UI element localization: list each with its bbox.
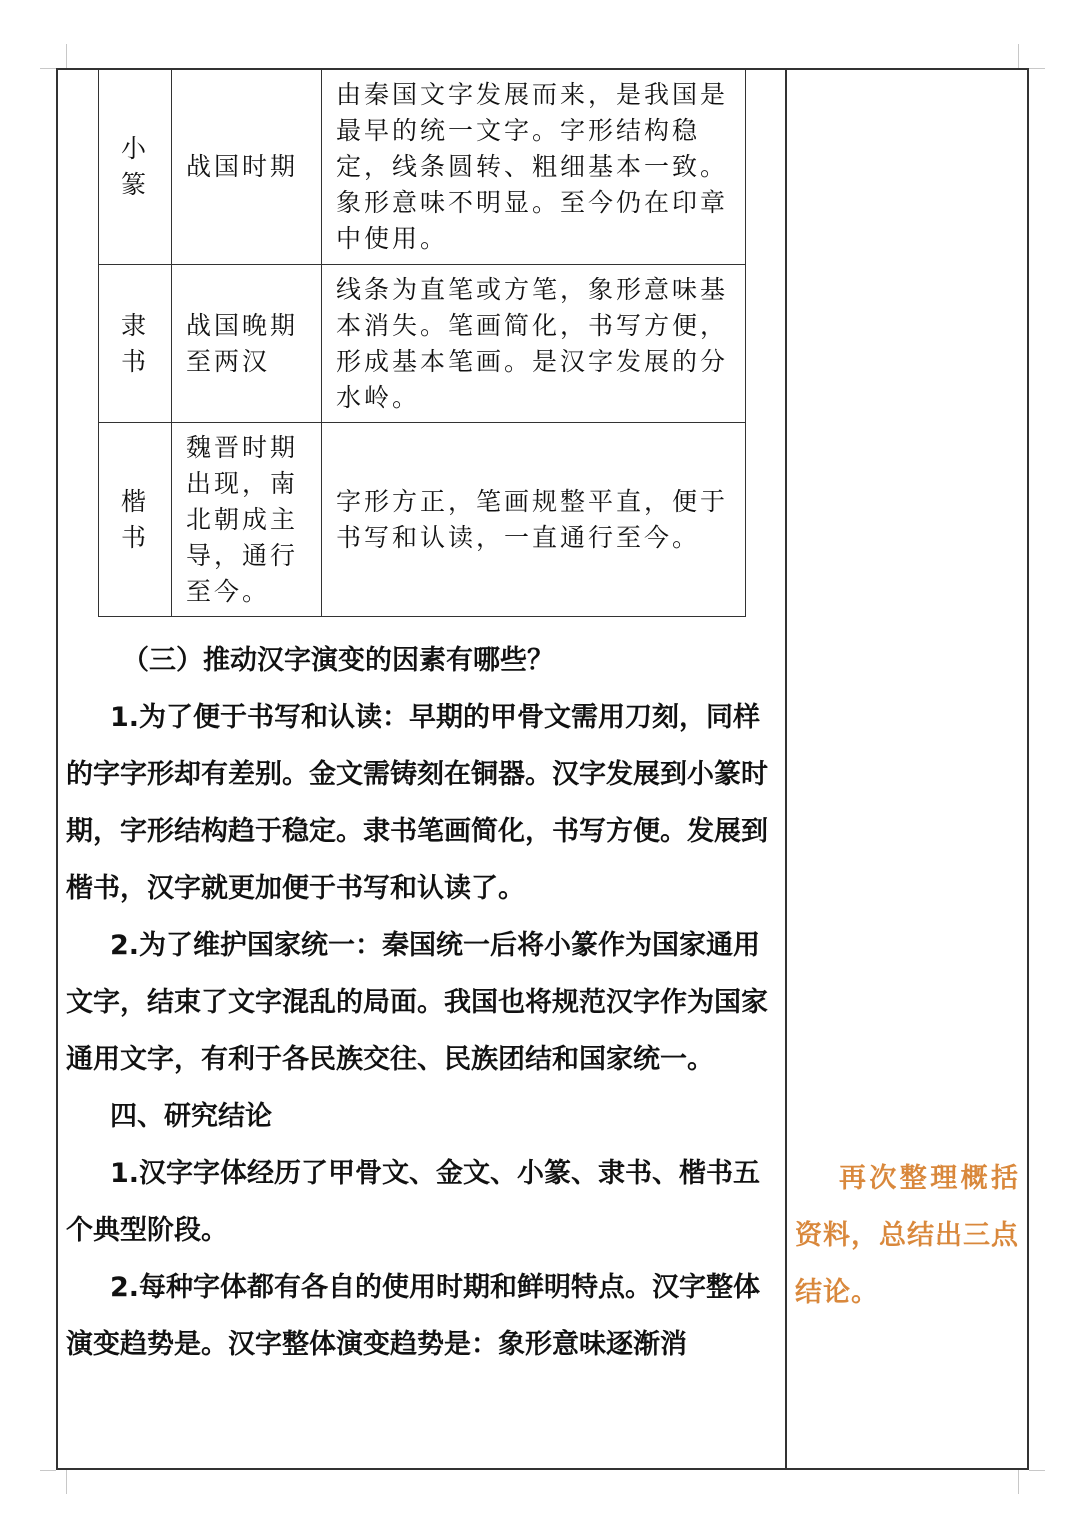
body-text: [66, 632, 774, 1373]
script-description: 字形方正，笔画规整平直，便于书写和认读，一直通行至今。: [322, 423, 746, 617]
script-name: 小篆: [121, 133, 150, 199]
table-row: [99, 423, 746, 617]
crop-mark: [1029, 1470, 1045, 1471]
section-heading: 四、研究结论: [110, 1101, 272, 1132]
side-note: 再次整理概括资料，总结出三点结论。: [795, 1163, 1019, 1308]
crop-mark: [66, 44, 67, 68]
script-name-cell: [99, 423, 172, 617]
paragraph: 1.汉字字体经历了甲骨文、金文、小篆、隶书、楷书五个典型阶段。: [66, 1158, 761, 1246]
table-row: [99, 69, 746, 265]
table-row: [99, 265, 746, 423]
script-name-cell: [99, 265, 172, 423]
crop-mark: [40, 68, 56, 69]
column-divider: [785, 68, 787, 1470]
paragraph: 1.为了便于书写和认读：早期的甲骨文需用刀刻，同样的字字形却有差别。金文需铸刻在铜器。汉字发展到小篆时期，字形结构趋于稳定。隶书笔画简化，书写方便。发展到楷书，汉字就更加便于书写和认读了。: [66, 702, 768, 904]
script-period: 魏晋时期出现，南北朝成主导，通行至今。: [172, 423, 322, 617]
paragraph: 2.每种字体都有各自的使用时期和鲜明特点。汉字整体演变趋势是。汉字整体演变趋势是：象形意味逐渐消: [66, 1272, 761, 1360]
script-period: 战国时期: [172, 69, 322, 265]
crop-mark: [66, 1470, 67, 1494]
crop-mark: [40, 1470, 56, 1471]
script-period: 战国晚期至两汉: [172, 265, 322, 423]
script-evolution-table: [98, 68, 746, 617]
script-description: 线条为直笔或方笔，象形意味基本消失。笔画简化，书写方便，形成基本笔画。是汉字发展的分水岭。: [322, 265, 746, 423]
script-name-cell: [99, 69, 172, 265]
script-description: 由秦国文字发展而来，是我国是最早的统一文字。字形结构稳定，线条圆转、粗细基本一致。象形意味不明显。至今仍在印章中使用。: [322, 69, 746, 265]
crop-mark: [1018, 1470, 1019, 1494]
script-name: 隶书: [121, 310, 150, 376]
script-name: 楷书: [121, 486, 150, 552]
crop-mark: [1018, 44, 1019, 68]
paragraph: 2.为了维护国家统一：秦国统一后将小篆作为国家通用文字，结束了文字混乱的局面。我国也将规范汉字作为国家通用文字，有利于各民族交往、民族团结和国家统一。: [66, 930, 768, 1075]
crop-mark: [1029, 68, 1045, 69]
section-heading: （三）推动汉字演变的因素有哪些？: [122, 645, 554, 676]
